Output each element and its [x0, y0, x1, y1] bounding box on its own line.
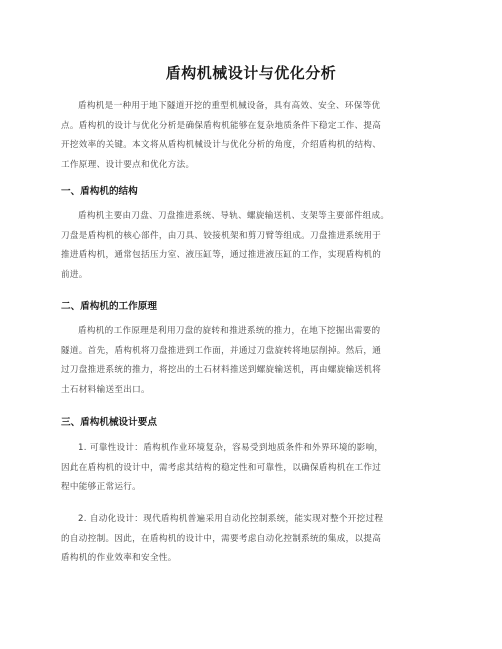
- text-line: 1. 可靠性设计：盾构机作业环境复杂，容易受到地质条件和外界环境的影响，: [78, 443, 384, 453]
- text-line: 因此在盾构机的设计中，需考虑其结构的稳定性和可靠性，以确保盾构机在工作过: [61, 462, 382, 473]
- text-line: 的自动控制。因此，在盾构机的设计中，需要考虑自动化控制系统的集成，以提高: [61, 533, 382, 544]
- text-line: 点。盾构机的设计与优化分析是确保盾构机能够在复杂地质条件下稳定工作、提高: [61, 120, 382, 131]
- text-line: 过刀盘推进系统的推力，将挖出的土石材料推送到螺旋输送机，再由螺旋输送机将: [61, 365, 382, 376]
- section-heading: 三、盾构机械设计要点: [61, 417, 157, 428]
- text-line: 盾构机的作业效率和安全性。: [61, 553, 177, 564]
- text-line: 土石材料输送至出口。: [61, 384, 150, 395]
- section-paragraph: [61, 322, 441, 400]
- text-line: 程中能够正常运行。: [61, 482, 142, 493]
- section-heading: 二、盾构机的工作原理: [61, 301, 157, 312]
- text-line: 隧道。首先，盾构机将刀盘推进到工作面，并通过刀盘旋转将地层削掉。然后，通: [61, 345, 382, 356]
- list-item: [61, 510, 441, 569]
- section-paragraph: [61, 207, 441, 285]
- list-item: [61, 439, 441, 498]
- text-line: 推进盾构机，通常包括压力室、液压缸等，通过推进液压缸的工作，实现盾构机的: [61, 250, 382, 261]
- text-line: 盾构机是一种用于地下隧道开挖的重型机械设备，具有高效、安全、环保等优: [78, 101, 381, 111]
- text-line: 盾构机主要由刀盘、刀盘推进系统、导轨、螺旋输送机、支架等主要部件组成。: [78, 211, 390, 221]
- text-line: 盾构机的工作原理是利用刀盘的旋转和推进系统的推力，在地下挖掘出需要的: [78, 326, 381, 336]
- text-line: 刀盘是盾构机的核心部件，由刀具、铰接机架和剪刀臂等组成。刀盘推进系统用于: [61, 230, 382, 241]
- text-line: 开挖效率的关键。本文将从盾构机械设计与优化分析的角度，介绍盾构机的结构、: [61, 140, 382, 151]
- text-line: 前进。: [61, 269, 88, 280]
- text-line: 2. 自动化设计：现代盾构机普遍采用自动化控制系统，能实现对整个开挖过程: [78, 514, 384, 524]
- text-line: 工作原理、设计要点和优化方法。: [61, 159, 195, 170]
- intro-paragraph: [61, 97, 441, 175]
- section-heading: 一、盾构机的结构: [61, 186, 138, 197]
- document-title: 盾构机械设计与优化分析: [165, 64, 337, 82]
